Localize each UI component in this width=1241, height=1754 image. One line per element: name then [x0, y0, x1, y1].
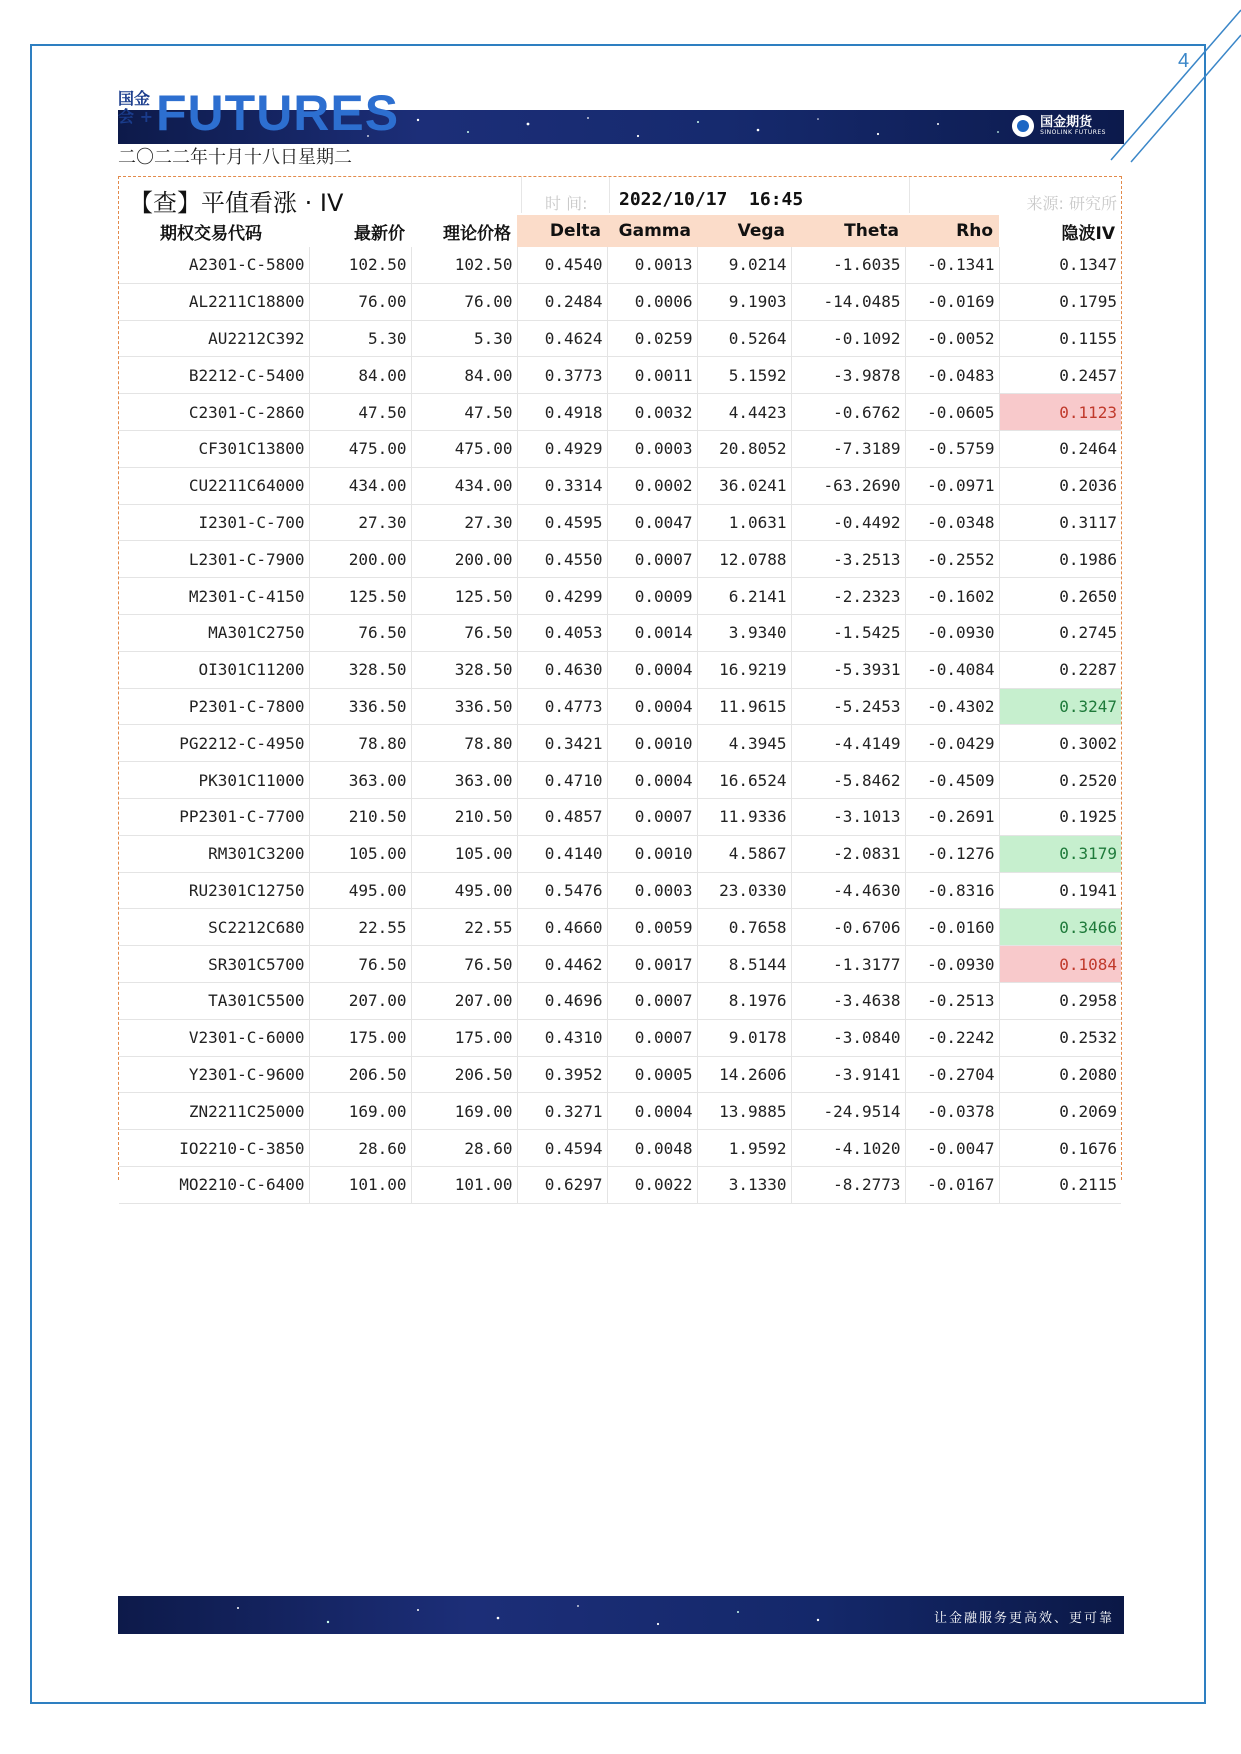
cell-last: 207.00: [309, 982, 411, 1019]
corner-decoration: [1101, 0, 1241, 170]
cell-vega: 13.9885: [697, 1093, 791, 1130]
cell-theo: 78.80: [411, 725, 517, 762]
cell-delta: 0.3773: [517, 357, 607, 394]
cell-delta: 0.5476: [517, 872, 607, 909]
cell-vega: 5.1592: [697, 357, 791, 394]
footer-banner: [118, 1596, 1124, 1634]
table-row: [119, 578, 1121, 615]
table-row: [119, 1093, 1121, 1130]
col-header-theta[interactable]: Theta: [791, 215, 905, 247]
cell-last: 175.00: [309, 1019, 411, 1056]
cell-iv: 0.2650: [999, 578, 1121, 615]
cell-rho: -0.5759: [905, 430, 999, 467]
cell-rho: -0.4302: [905, 688, 999, 725]
cell-iv: 0.2069: [999, 1093, 1121, 1130]
cell-vega: 6.2141: [697, 578, 791, 615]
cell-theta: -24.9514: [791, 1093, 905, 1130]
cell-symbol: V2301-C-6000: [119, 1019, 309, 1056]
table-row: [119, 430, 1121, 467]
cell-delta: 0.4540: [517, 247, 607, 283]
cell-last: 78.80: [309, 725, 411, 762]
cell-iv: 0.2532: [999, 1019, 1121, 1056]
cell-vega: 12.0788: [697, 541, 791, 578]
cell-theta: -4.4149: [791, 725, 905, 762]
cell-last: 22.55: [309, 909, 411, 946]
cell-theta: -3.1013: [791, 798, 905, 835]
table-row: [119, 1130, 1121, 1167]
cell-gamma: 0.0010: [607, 725, 697, 762]
cell-rho: -0.0605: [905, 394, 999, 431]
cell-symbol: MO2210-C-6400: [119, 1166, 309, 1203]
cell-theta: -1.6035: [791, 247, 905, 283]
source-label: 来源: 研究所: [1026, 194, 1117, 213]
cell-symbol: M2301-C-4150: [119, 578, 309, 615]
cell-symbol: CF301C13800: [119, 430, 309, 467]
cell-theta: -1.3177: [791, 946, 905, 983]
cell-gamma: 0.0004: [607, 1093, 697, 1130]
cell-theo: 125.50: [411, 578, 517, 615]
table-row: [119, 688, 1121, 725]
cell-vega: 0.5264: [697, 320, 791, 357]
cell-theta: -63.2690: [791, 467, 905, 504]
table-row: [119, 835, 1121, 872]
cell-theta: -0.1092: [791, 320, 905, 357]
cell-gamma: 0.0004: [607, 762, 697, 799]
cell-iv: 0.2036: [999, 467, 1121, 504]
cell-gamma: 0.0059: [607, 909, 697, 946]
cell-theta: -0.6706: [791, 909, 905, 946]
cell-rho: -0.0930: [905, 946, 999, 983]
cell-last: 76.50: [309, 946, 411, 983]
cell-rho: -0.2691: [905, 798, 999, 835]
cell-vega: 14.2606: [697, 1056, 791, 1093]
cell-theta: -14.0485: [791, 283, 905, 320]
cell-iv: 0.3002: [999, 725, 1121, 762]
cell-last: 206.50: [309, 1056, 411, 1093]
cell-theo: 76.50: [411, 614, 517, 651]
cell-delta: 0.4140: [517, 835, 607, 872]
cell-vega: 23.0330: [697, 872, 791, 909]
cell-theo: 210.50: [411, 798, 517, 835]
cell-rho: -0.4509: [905, 762, 999, 799]
cell-iv: 0.2115: [999, 1166, 1121, 1203]
brand-name-en: SINOLINK FUTURES: [1040, 128, 1106, 136]
cell-gamma: 0.0009: [607, 578, 697, 615]
cell-delta: 0.4929: [517, 430, 607, 467]
cell-last: 363.00: [309, 762, 411, 799]
cell-vega: 36.0241: [697, 467, 791, 504]
table-row: [119, 504, 1121, 541]
cell-iv: 0.1795: [999, 283, 1121, 320]
cell-theo: 27.30: [411, 504, 517, 541]
cell-rho: -0.0047: [905, 1130, 999, 1167]
cell-theta: -3.9141: [791, 1056, 905, 1093]
cell-rho: -0.0971: [905, 467, 999, 504]
cell-vega: 16.9219: [697, 651, 791, 688]
cell-theta: -7.3189: [791, 430, 905, 467]
table-row: [119, 982, 1121, 1019]
cell-vega: 8.5144: [697, 946, 791, 983]
table-row: [119, 872, 1121, 909]
cell-vega: 3.1330: [697, 1166, 791, 1203]
cell-delta: 0.4550: [517, 541, 607, 578]
cell-gamma: 0.0032: [607, 394, 697, 431]
cell-delta: 0.3314: [517, 467, 607, 504]
col-header-iv[interactable]: 隐波IV: [1061, 223, 1115, 244]
col-header-last[interactable]: 最新价: [354, 223, 405, 244]
cell-rho: -0.2704: [905, 1056, 999, 1093]
cell-theo: 76.50: [411, 946, 517, 983]
cell-vega: 1.9592: [697, 1130, 791, 1167]
cell-symbol: A2301-C-5800: [119, 247, 309, 283]
cell-delta: 0.4918: [517, 394, 607, 431]
cell-theta: -0.4492: [791, 504, 905, 541]
cell-vega: 20.8052: [697, 430, 791, 467]
cell-symbol: C2301-C-2860: [119, 394, 309, 431]
cell-vega: 4.3945: [697, 725, 791, 762]
cell-gamma: 0.0005: [607, 1056, 697, 1093]
cell-symbol: RM301C3200: [119, 835, 309, 872]
cell-rho: -0.0167: [905, 1166, 999, 1203]
cell-symbol: TA301C5500: [119, 982, 309, 1019]
divider: [521, 177, 522, 213]
cell-rho: -0.4084: [905, 651, 999, 688]
cell-rho: -0.0483: [905, 357, 999, 394]
table-row: [119, 1166, 1121, 1203]
cell-iv: 0.3117: [999, 504, 1121, 541]
cell-iv: 0.3179: [999, 835, 1121, 872]
cell-vega: 0.7658: [697, 909, 791, 946]
cell-gamma: 0.0003: [607, 430, 697, 467]
cell-symbol: SR301C5700: [119, 946, 309, 983]
cell-theta: -4.1020: [791, 1130, 905, 1167]
col-header-delta[interactable]: Delta: [517, 215, 607, 247]
cell-vega: 11.9336: [697, 798, 791, 835]
cell-delta: 0.3421: [517, 725, 607, 762]
cell-theo: 101.00: [411, 1166, 517, 1203]
cell-iv: 0.2287: [999, 651, 1121, 688]
cell-theo: 475.00: [411, 430, 517, 467]
cell-theo: 363.00: [411, 762, 517, 799]
cell-iv: 0.3247: [999, 688, 1121, 725]
col-header-rho[interactable]: Rho: [905, 215, 999, 247]
cell-last: 28.60: [309, 1130, 411, 1167]
cell-gamma: 0.0013: [607, 247, 697, 283]
cell-last: 434.00: [309, 467, 411, 504]
cell-delta: 0.4595: [517, 504, 607, 541]
table-row: [119, 320, 1121, 357]
cell-theo: 207.00: [411, 982, 517, 1019]
col-header-symbol[interactable]: 期权交易代码: [160, 223, 262, 244]
cell-theo: 5.30: [411, 320, 517, 357]
table-row: [119, 1056, 1121, 1093]
cell-iv: 0.1123: [999, 394, 1121, 431]
cell-iv: 0.2958: [999, 982, 1121, 1019]
cell-last: 125.50: [309, 578, 411, 615]
cell-symbol: RU2301C12750: [119, 872, 309, 909]
cell-gamma: 0.0259: [607, 320, 697, 357]
cell-theo: 28.60: [411, 1130, 517, 1167]
cell-rho: -0.0378: [905, 1093, 999, 1130]
page-number: 4: [1178, 50, 1190, 72]
cell-theta: -8.2773: [791, 1166, 905, 1203]
cell-theta: -3.4638: [791, 982, 905, 1019]
cell-symbol: ZN2211C25000: [119, 1093, 309, 1130]
cell-gamma: 0.0014: [607, 614, 697, 651]
logo-cn-mark: 国金 会 +: [118, 89, 153, 126]
table-row: [119, 798, 1121, 835]
cell-symbol: OI301C11200: [119, 651, 309, 688]
cell-delta: 0.4299: [517, 578, 607, 615]
report-date: 二〇二二年十月十八日星期二: [118, 147, 352, 168]
panel-title-row: [119, 177, 1121, 217]
cell-last: 5.30: [309, 320, 411, 357]
col-header-vega[interactable]: Vega: [697, 215, 791, 247]
cell-gamma: 0.0003: [607, 872, 697, 909]
cell-theo: 47.50: [411, 394, 517, 431]
table-row: [119, 1019, 1121, 1056]
cell-theo: 495.00: [411, 872, 517, 909]
cell-delta: 0.4710: [517, 762, 607, 799]
table-row: [119, 725, 1121, 762]
cell-last: 47.50: [309, 394, 411, 431]
cell-gamma: 0.0006: [607, 283, 697, 320]
cell-last: 475.00: [309, 430, 411, 467]
cell-symbol: PK301C11000: [119, 762, 309, 799]
cell-gamma: 0.0004: [607, 651, 697, 688]
cell-gamma: 0.0022: [607, 1166, 697, 1203]
cell-last: 328.50: [309, 651, 411, 688]
cell-delta: 0.4053: [517, 614, 607, 651]
cell-vega: 9.1903: [697, 283, 791, 320]
cell-last: 200.00: [309, 541, 411, 578]
cell-delta: 0.4594: [517, 1130, 607, 1167]
cell-theta: -4.4630: [791, 872, 905, 909]
cell-delta: 0.4773: [517, 688, 607, 725]
cell-symbol: MA301C2750: [119, 614, 309, 651]
cell-iv: 0.1676: [999, 1130, 1121, 1167]
cell-rho: -0.0052: [905, 320, 999, 357]
cell-theo: 22.55: [411, 909, 517, 946]
cell-rho: -0.1276: [905, 835, 999, 872]
cell-symbol: PP2301-C-7700: [119, 798, 309, 835]
cell-rho: -0.2552: [905, 541, 999, 578]
cell-theo: 84.00: [411, 357, 517, 394]
brand-mark-icon: [1012, 115, 1034, 137]
cell-vega: 8.1976: [697, 982, 791, 1019]
cell-gamma: 0.0010: [607, 835, 697, 872]
cell-symbol: L2301-C-7900: [119, 541, 309, 578]
cell-gamma: 0.0007: [607, 798, 697, 835]
table-row: [119, 762, 1121, 799]
cell-theo: 336.50: [411, 688, 517, 725]
cell-rho: -0.2513: [905, 982, 999, 1019]
cell-delta: 0.4857: [517, 798, 607, 835]
cell-delta: 0.4696: [517, 982, 607, 1019]
cell-delta: 0.4462: [517, 946, 607, 983]
time-label: 时 间:: [545, 194, 588, 213]
cell-last: 76.00: [309, 283, 411, 320]
cell-vega: 9.0178: [697, 1019, 791, 1056]
cell-vega: 9.0214: [697, 247, 791, 283]
cell-iv: 0.2457: [999, 357, 1121, 394]
cell-theta: -2.2323: [791, 578, 905, 615]
brand-name-cn: 国金期货: [1040, 114, 1093, 130]
cell-iv: 0.1084: [999, 946, 1121, 983]
cell-delta: 0.3271: [517, 1093, 607, 1130]
cell-theo: 175.00: [411, 1019, 517, 1056]
cell-last: 102.50: [309, 247, 411, 283]
cell-rho: -0.8316: [905, 872, 999, 909]
cell-delta: 0.6297: [517, 1166, 607, 1203]
cell-vega: 3.9340: [697, 614, 791, 651]
cell-delta: 0.4660: [517, 909, 607, 946]
cell-theta: -3.9878: [791, 357, 905, 394]
table-row: [119, 394, 1121, 431]
cell-delta: 0.4624: [517, 320, 607, 357]
cell-symbol: B2212-C-5400: [119, 357, 309, 394]
col-header-theo[interactable]: 理论价格: [443, 223, 511, 244]
cell-gamma: 0.0011: [607, 357, 697, 394]
cell-iv: 0.2464: [999, 430, 1121, 467]
cell-theta: -5.3931: [791, 651, 905, 688]
cell-gamma: 0.0048: [607, 1130, 697, 1167]
cell-theo: 434.00: [411, 467, 517, 504]
cell-last: 101.00: [309, 1166, 411, 1203]
cell-gamma: 0.0007: [607, 1019, 697, 1056]
table-row: [119, 651, 1121, 688]
cell-symbol: Y2301-C-9600: [119, 1056, 309, 1093]
time-value: 2022/10/17 16:45: [619, 189, 804, 210]
logo-futures-word: FUTURES: [156, 85, 400, 141]
table-row: [119, 946, 1121, 983]
cell-iv: 0.2520: [999, 762, 1121, 799]
cell-rho: -0.0169: [905, 283, 999, 320]
cell-iv: 0.1941: [999, 872, 1121, 909]
cell-theo: 76.00: [411, 283, 517, 320]
cell-theo: 200.00: [411, 541, 517, 578]
cell-last: 336.50: [309, 688, 411, 725]
cell-theta: -1.5425: [791, 614, 905, 651]
cell-delta: 0.3952: [517, 1056, 607, 1093]
cell-iv: 0.2745: [999, 614, 1121, 651]
cell-delta: 0.4310: [517, 1019, 607, 1056]
brand-logo: [1012, 115, 1106, 137]
cell-symbol: PG2212-C-4950: [119, 725, 309, 762]
divider: [609, 177, 610, 213]
col-header-gamma[interactable]: Gamma: [607, 215, 697, 247]
cell-delta: 0.4630: [517, 651, 607, 688]
cell-rho: -0.2242: [905, 1019, 999, 1056]
cell-iv: 0.1155: [999, 320, 1121, 357]
cell-last: 169.00: [309, 1093, 411, 1130]
cell-last: 495.00: [309, 872, 411, 909]
table-row: [119, 357, 1121, 394]
cell-theta: -2.0831: [791, 835, 905, 872]
cell-rho: -0.0930: [905, 614, 999, 651]
cell-theo: 102.50: [411, 247, 517, 283]
cell-symbol: IO2210-C-3850: [119, 1130, 309, 1167]
cell-vega: 1.0631: [697, 504, 791, 541]
cell-last: 76.50: [309, 614, 411, 651]
table-row: [119, 467, 1121, 504]
cell-theta: -0.6762: [791, 394, 905, 431]
table-header-row: [119, 215, 1121, 247]
cell-vega: 16.6524: [697, 762, 791, 799]
cell-rho: -0.1602: [905, 578, 999, 615]
table-row: [119, 283, 1121, 320]
cell-symbol: SC2212C680: [119, 909, 309, 946]
cell-symbol: P2301-C-7800: [119, 688, 309, 725]
cell-gamma: 0.0007: [607, 541, 697, 578]
cell-iv: 0.1347: [999, 247, 1121, 283]
iv-panel: [118, 176, 1122, 1195]
cell-theta: -3.2513: [791, 541, 905, 578]
cell-vega: 4.5867: [697, 835, 791, 872]
cell-gamma: 0.0002: [607, 467, 697, 504]
cell-iv: 0.3466: [999, 909, 1121, 946]
table-row: [119, 247, 1121, 283]
cell-iv: 0.1925: [999, 798, 1121, 835]
cell-symbol: CU2211C64000: [119, 467, 309, 504]
iv-table: [119, 215, 1121, 1204]
cell-gamma: 0.0017: [607, 946, 697, 983]
cell-theta: -5.8462: [791, 762, 905, 799]
cell-theo: 206.50: [411, 1056, 517, 1093]
footer-slogan: 让金融服务更高效、更可靠: [933, 1611, 1114, 1626]
table-row: [119, 541, 1121, 578]
cell-vega: 11.9615: [697, 688, 791, 725]
cell-gamma: 0.0007: [607, 982, 697, 1019]
cell-symbol: AL2211C18800: [119, 283, 309, 320]
cell-gamma: 0.0047: [607, 504, 697, 541]
cell-last: 84.00: [309, 357, 411, 394]
cell-gamma: 0.0004: [607, 688, 697, 725]
cell-last: 210.50: [309, 798, 411, 835]
cell-symbol: AU2212C392: [119, 320, 309, 357]
cell-rho: -0.0160: [905, 909, 999, 946]
cell-theo: 328.50: [411, 651, 517, 688]
table-row: [119, 614, 1121, 651]
cell-theo: 105.00: [411, 835, 517, 872]
cell-rho: -0.1341: [905, 247, 999, 283]
cell-vega: 4.4423: [697, 394, 791, 431]
cell-last: 27.30: [309, 504, 411, 541]
cell-last: 105.00: [309, 835, 411, 872]
cell-theo: 169.00: [411, 1093, 517, 1130]
cell-delta: 0.2484: [517, 283, 607, 320]
cell-symbol: I2301-C-700: [119, 504, 309, 541]
divider: [909, 177, 910, 213]
cell-iv: 0.2080: [999, 1056, 1121, 1093]
cell-theta: -3.0840: [791, 1019, 905, 1056]
table-row: [119, 909, 1121, 946]
cell-rho: -0.0348: [905, 504, 999, 541]
cell-theta: -5.2453: [791, 688, 905, 725]
cell-iv: 0.1986: [999, 541, 1121, 578]
panel-title: 【查】平值看涨 · IV: [129, 189, 344, 217]
cell-rho: -0.0429: [905, 725, 999, 762]
